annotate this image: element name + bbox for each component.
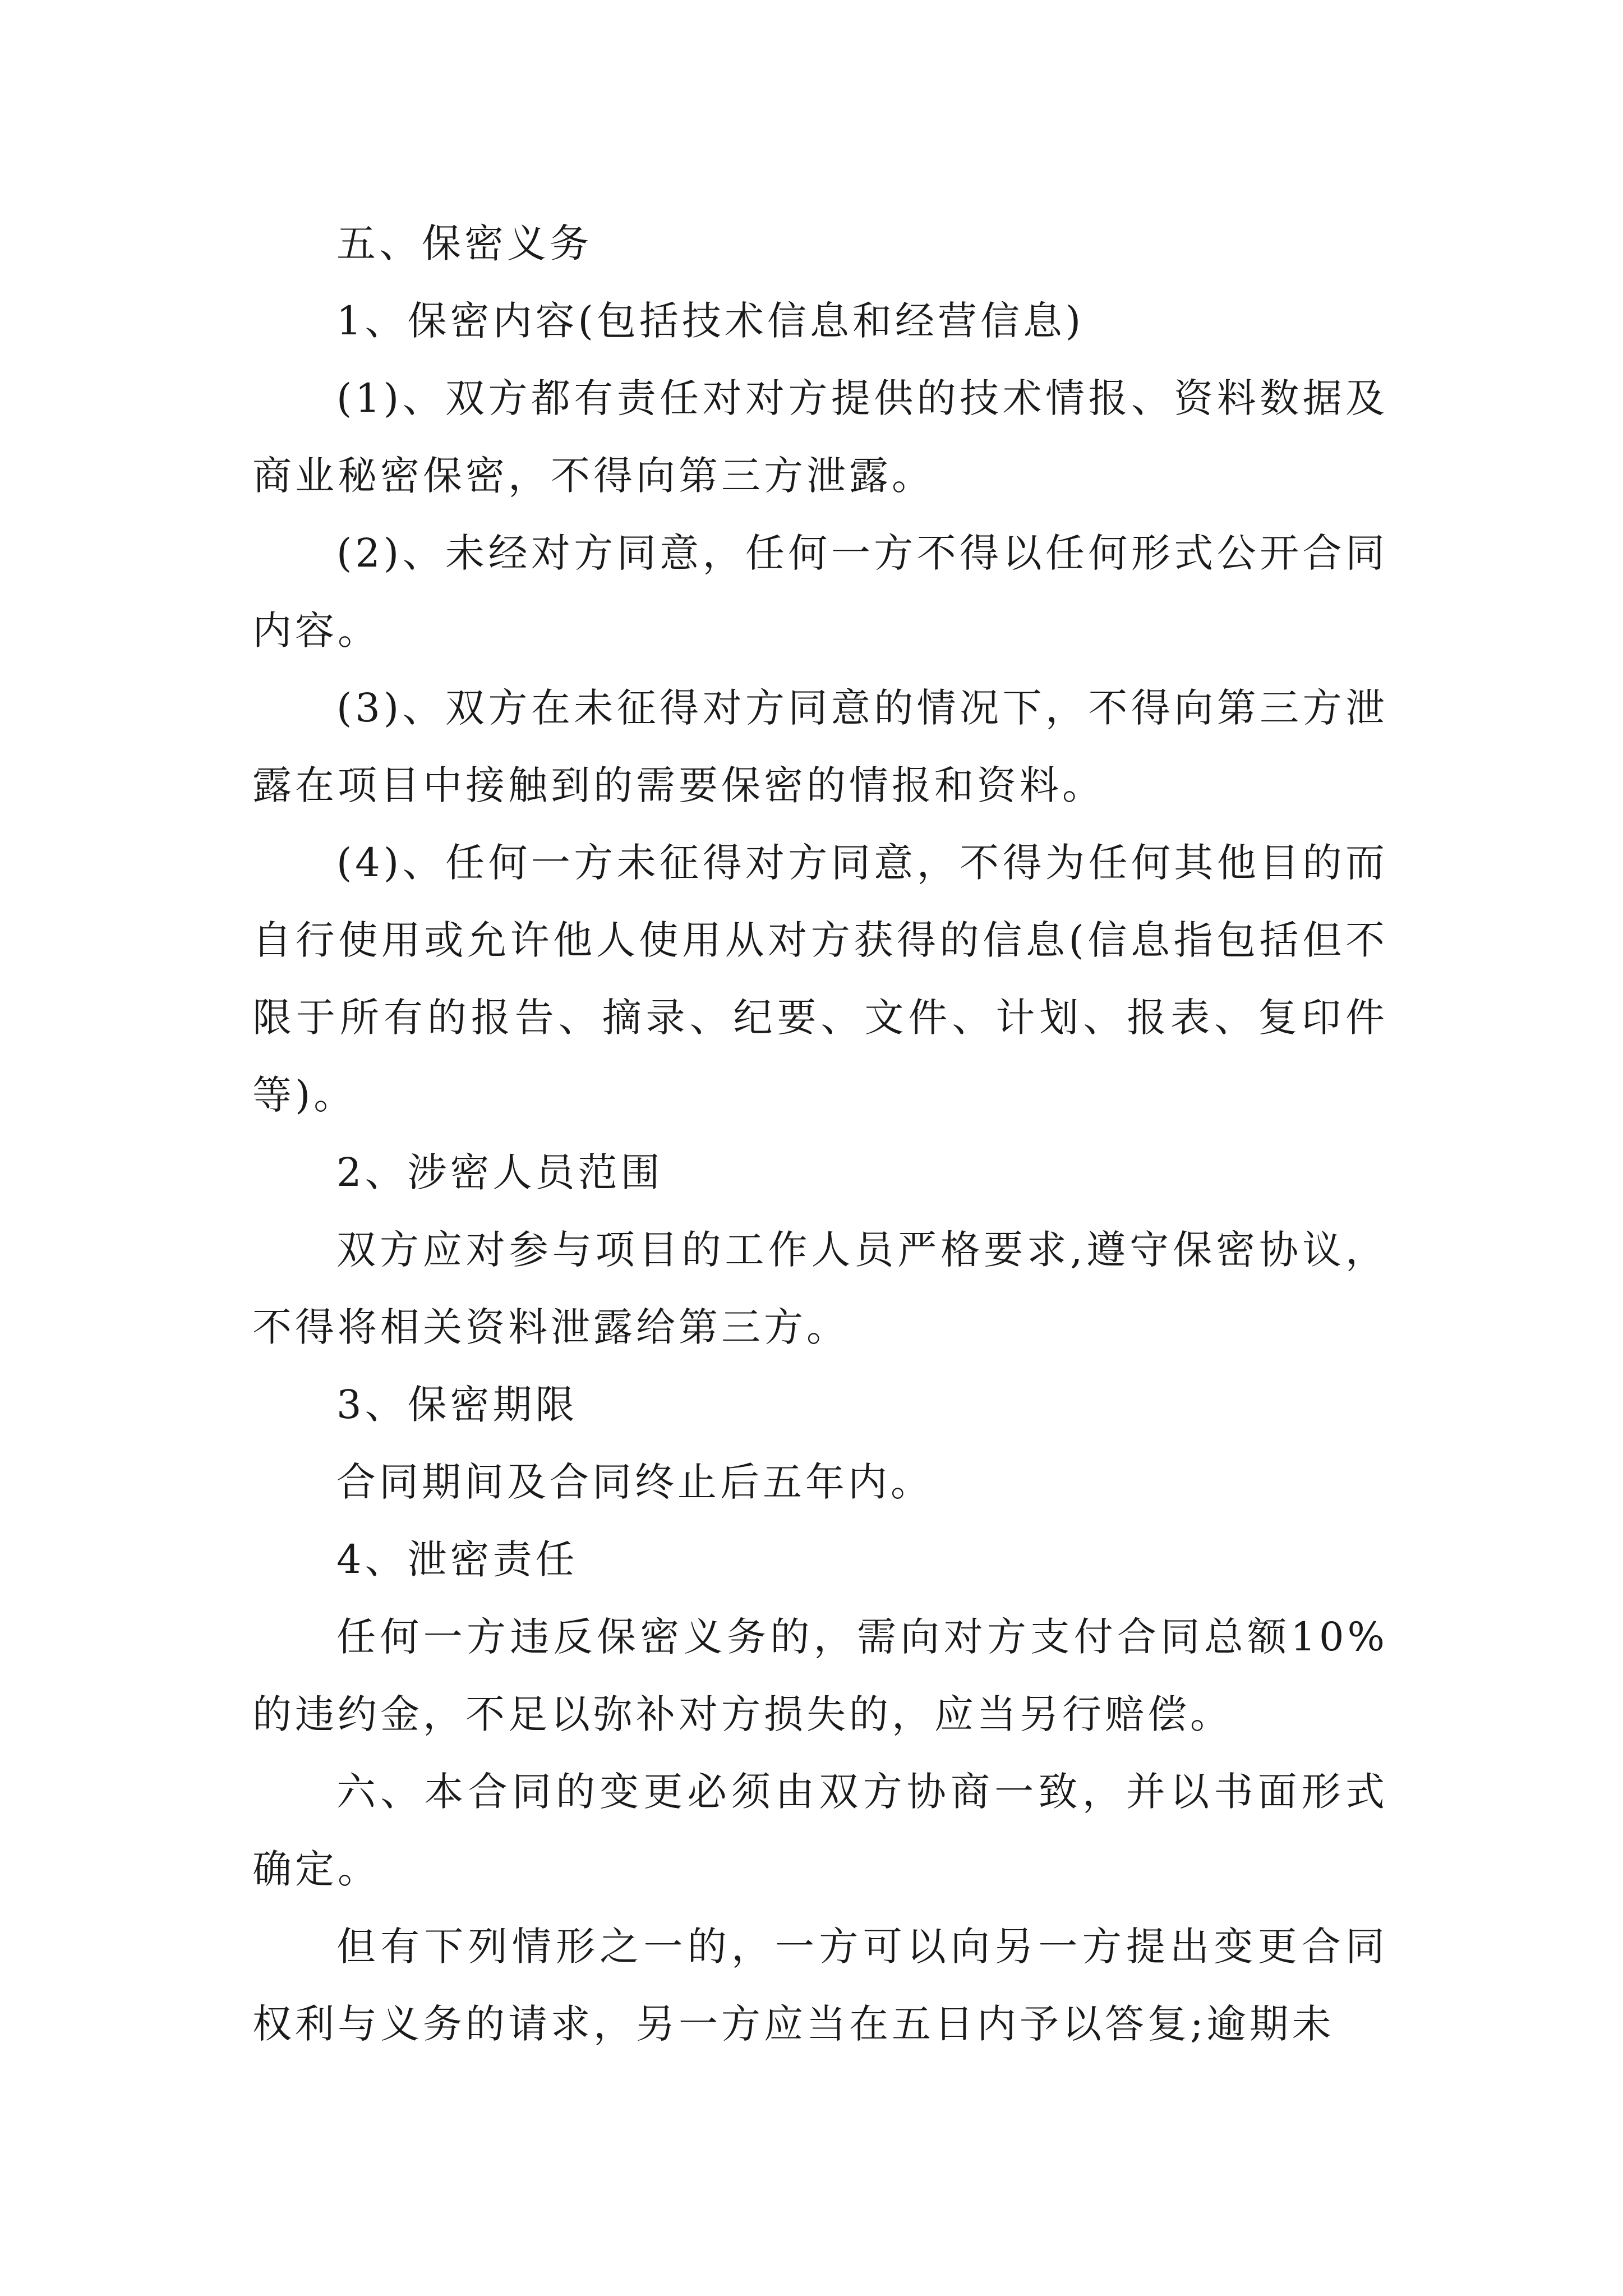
clause-item-3: (3)、双方在未征得对方同意的情况下，不得向第三方泄露在项目中接触到的需要保密的情报和资料。 <box>252 685 1388 808</box>
clause-breach-liability: 4、泄密责任 <box>336 1536 578 1582</box>
clause-item-4: (4)、任何一方未征得对方同意，不得为任何其他目的而自行使用或允许他人使用从对方获得的信息(信息指包括但不限于所有的报告、摘录、纪要、文件、计划、报表、复印件等)。 <box>252 840 1388 1118</box>
clause-item-1: (1)、双方都有责任对对方提供的技术情报、资料数据及商业秘密保密，不得向第三方泄露。 <box>252 375 1388 499</box>
section-heading-confidentiality: 五、保密义务 <box>336 220 592 266</box>
section-contract-amendment: 六、本合同的变更必须由双方协商一致，并以书面形式确定。 <box>252 1769 1388 1892</box>
clause-amendment-conditions: 但有下列情形之一的，一方可以向另一方提出变更合同权利与义务的请求，另一方应当在五日内予以答复;逾期未 <box>252 1924 1388 2047</box>
clause-personnel-scope-text: 双方应对参与项目的工作人员严格要求,遵守保密协议，不得将相关资料泄露给第三方。 <box>252 1227 1388 1350</box>
document-body <box>252 205 1388 2063</box>
clause-breach-liability-text: 任何一方违反保密义务的，需向对方支付合同总额10%的违约金，不足以弥补对方损失的，应当另行赔偿。 <box>252 1614 1388 1737</box>
clause-personnel-scope: 2、涉密人员范围 <box>336 1149 663 1195</box>
clause-confidentiality-period: 3、保密期限 <box>336 1382 578 1428</box>
clause-confidential-content: 1、保密内容(包括技术信息和经营信息) <box>336 298 1085 344</box>
clause-confidentiality-period-text: 合同期间及合同终止后五年内。 <box>336 1459 933 1505</box>
clause-item-2: (2)、未经对方同意，任何一方不得以任何形式公开合同内容。 <box>252 530 1388 654</box>
